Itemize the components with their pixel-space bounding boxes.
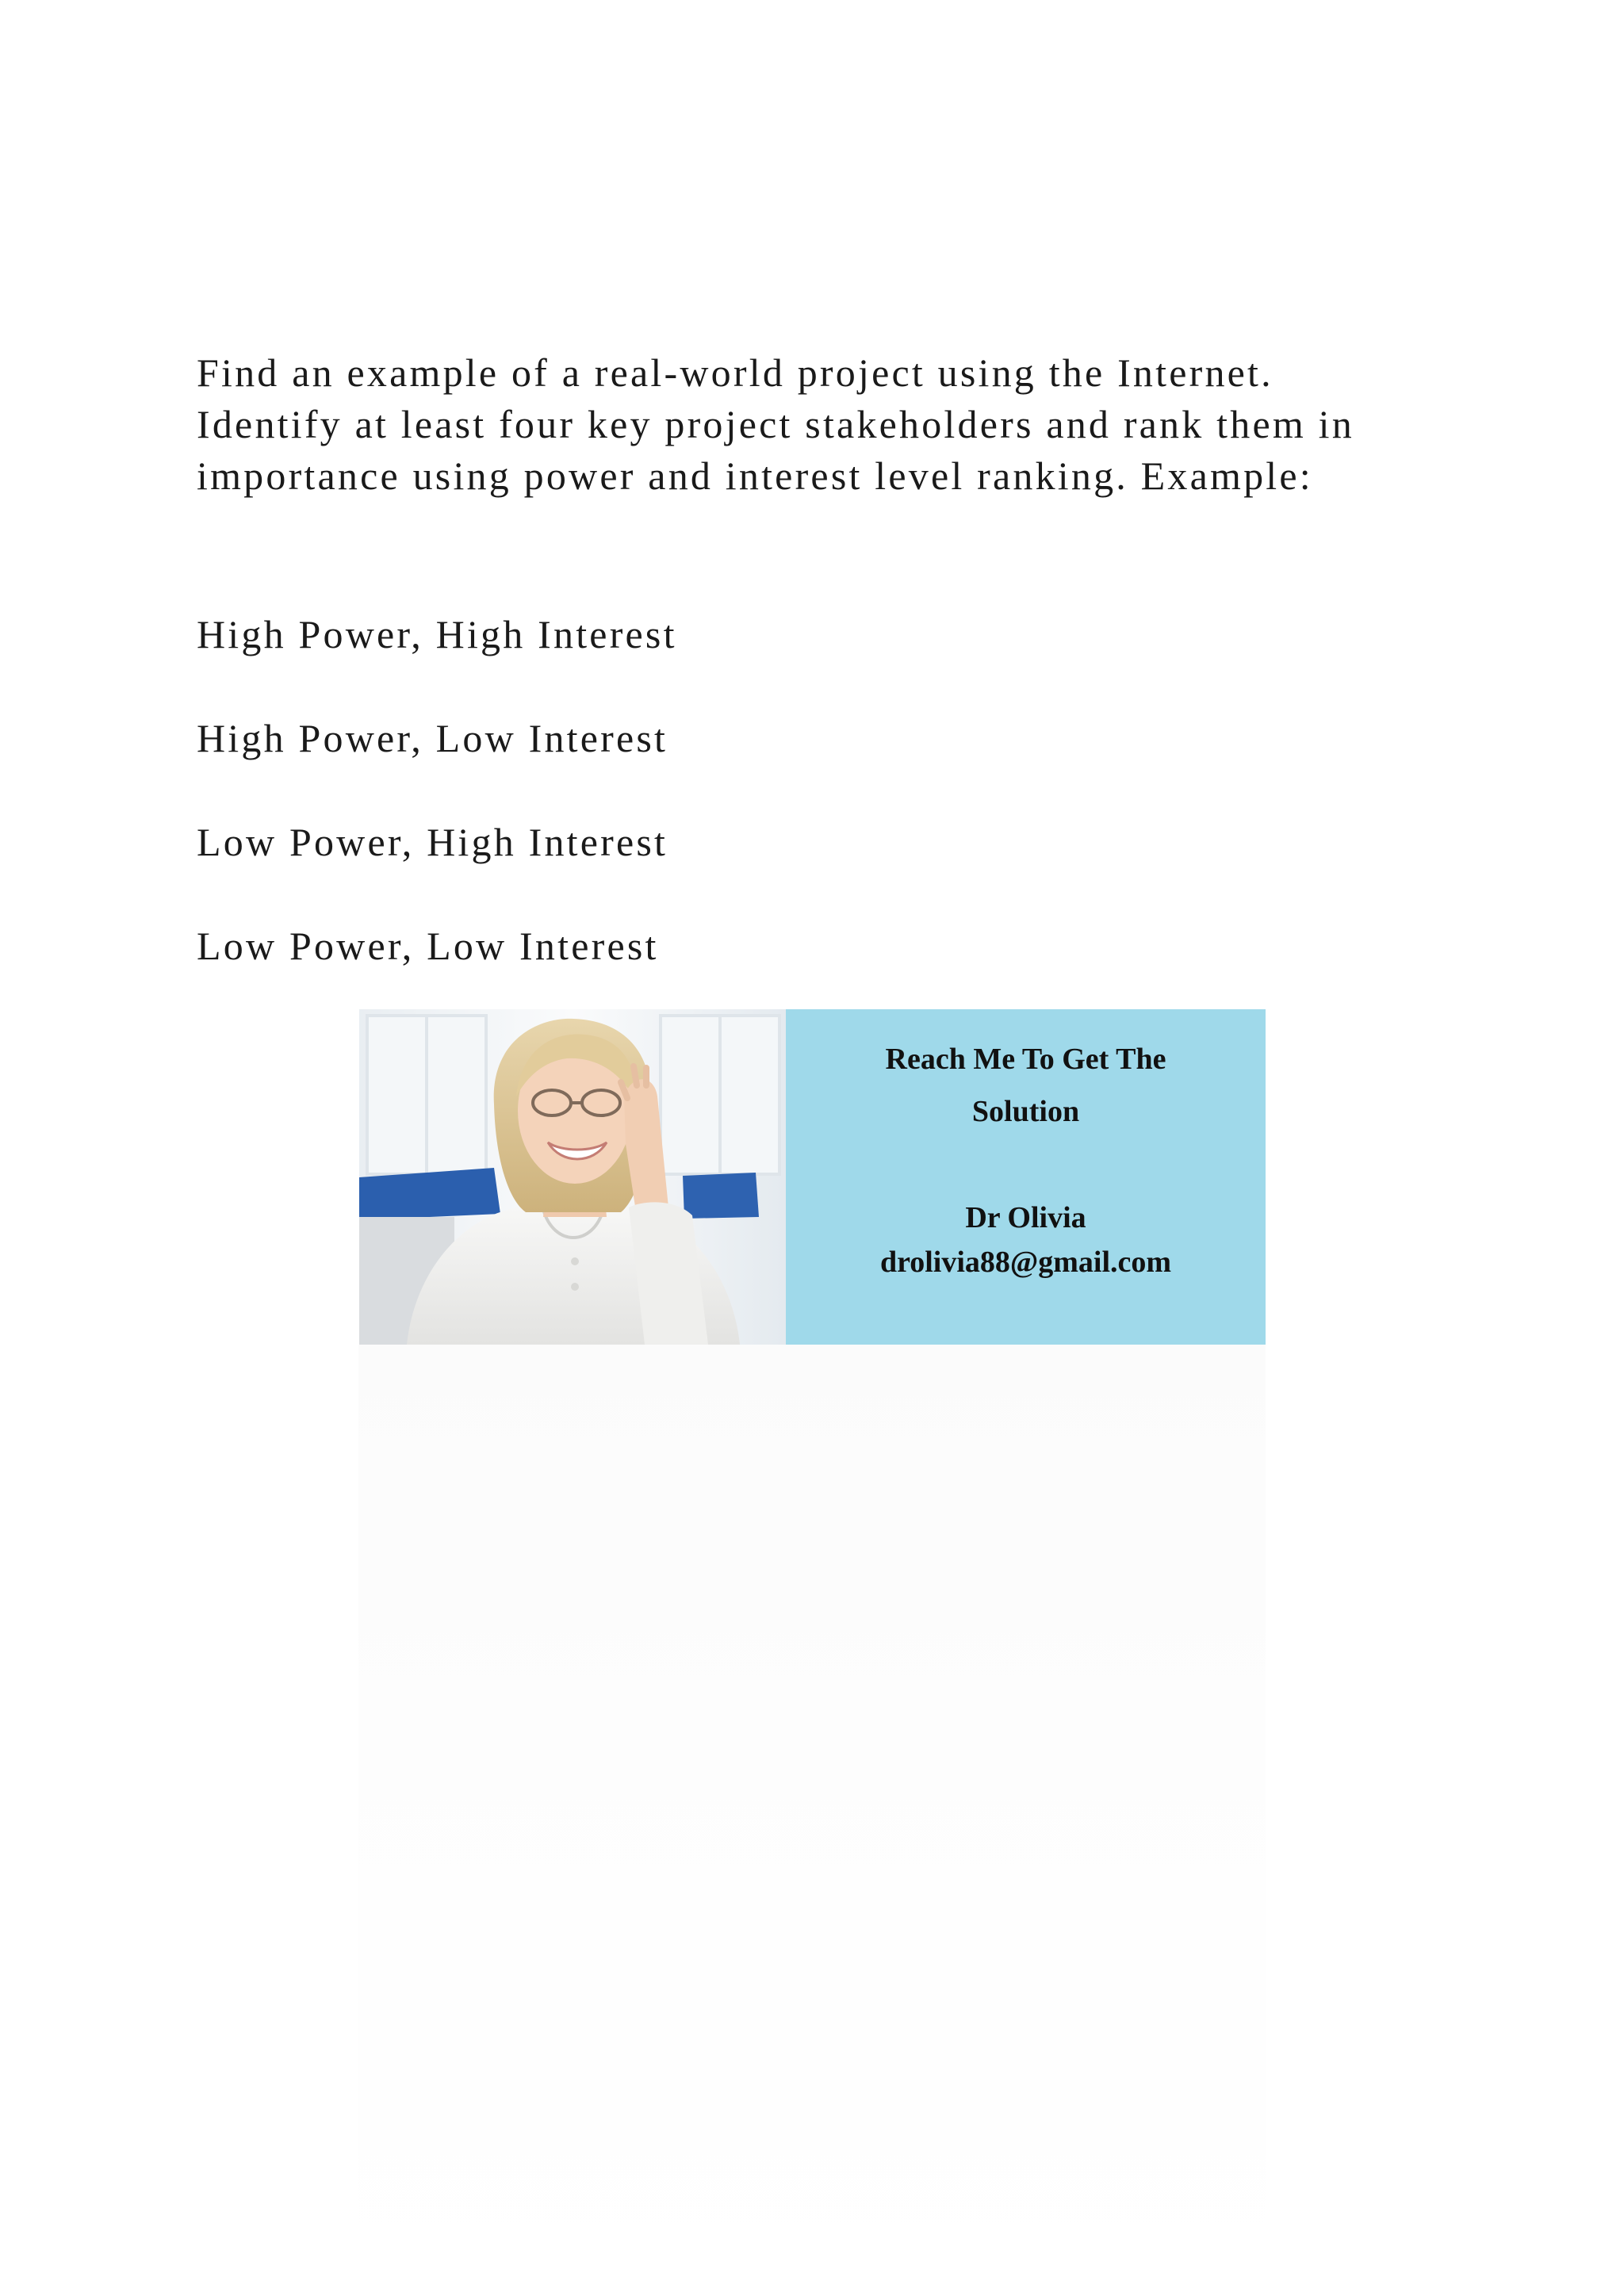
level-item: Low Power, Low Interest <box>197 924 659 968</box>
power-interest-list <box>197 609 677 1024</box>
level-item: High Power, High Interest <box>197 612 677 656</box>
level-item: High Power, Low Interest <box>197 716 668 760</box>
woman-portrait-image <box>359 1009 786 1345</box>
contact-heading: Reach Me To Get The Solution <box>885 1043 1166 1128</box>
contact-banner <box>359 1009 1266 1345</box>
intro-paragraph: Find an example of a real-world project using the Internet. Identify at least four key project stakeholders and rank them in importance using power and interest level ranking. Example: <box>197 350 1354 498</box>
faint-background-panel <box>358 1345 1266 2296</box>
contact-email: drolivia88@gmail.com <box>879 1246 1172 1279</box>
level-item: Low Power, High Interest <box>197 820 668 864</box>
contact-name: Dr Olivia <box>965 1201 1086 1234</box>
contact-panel <box>786 1009 1266 1345</box>
